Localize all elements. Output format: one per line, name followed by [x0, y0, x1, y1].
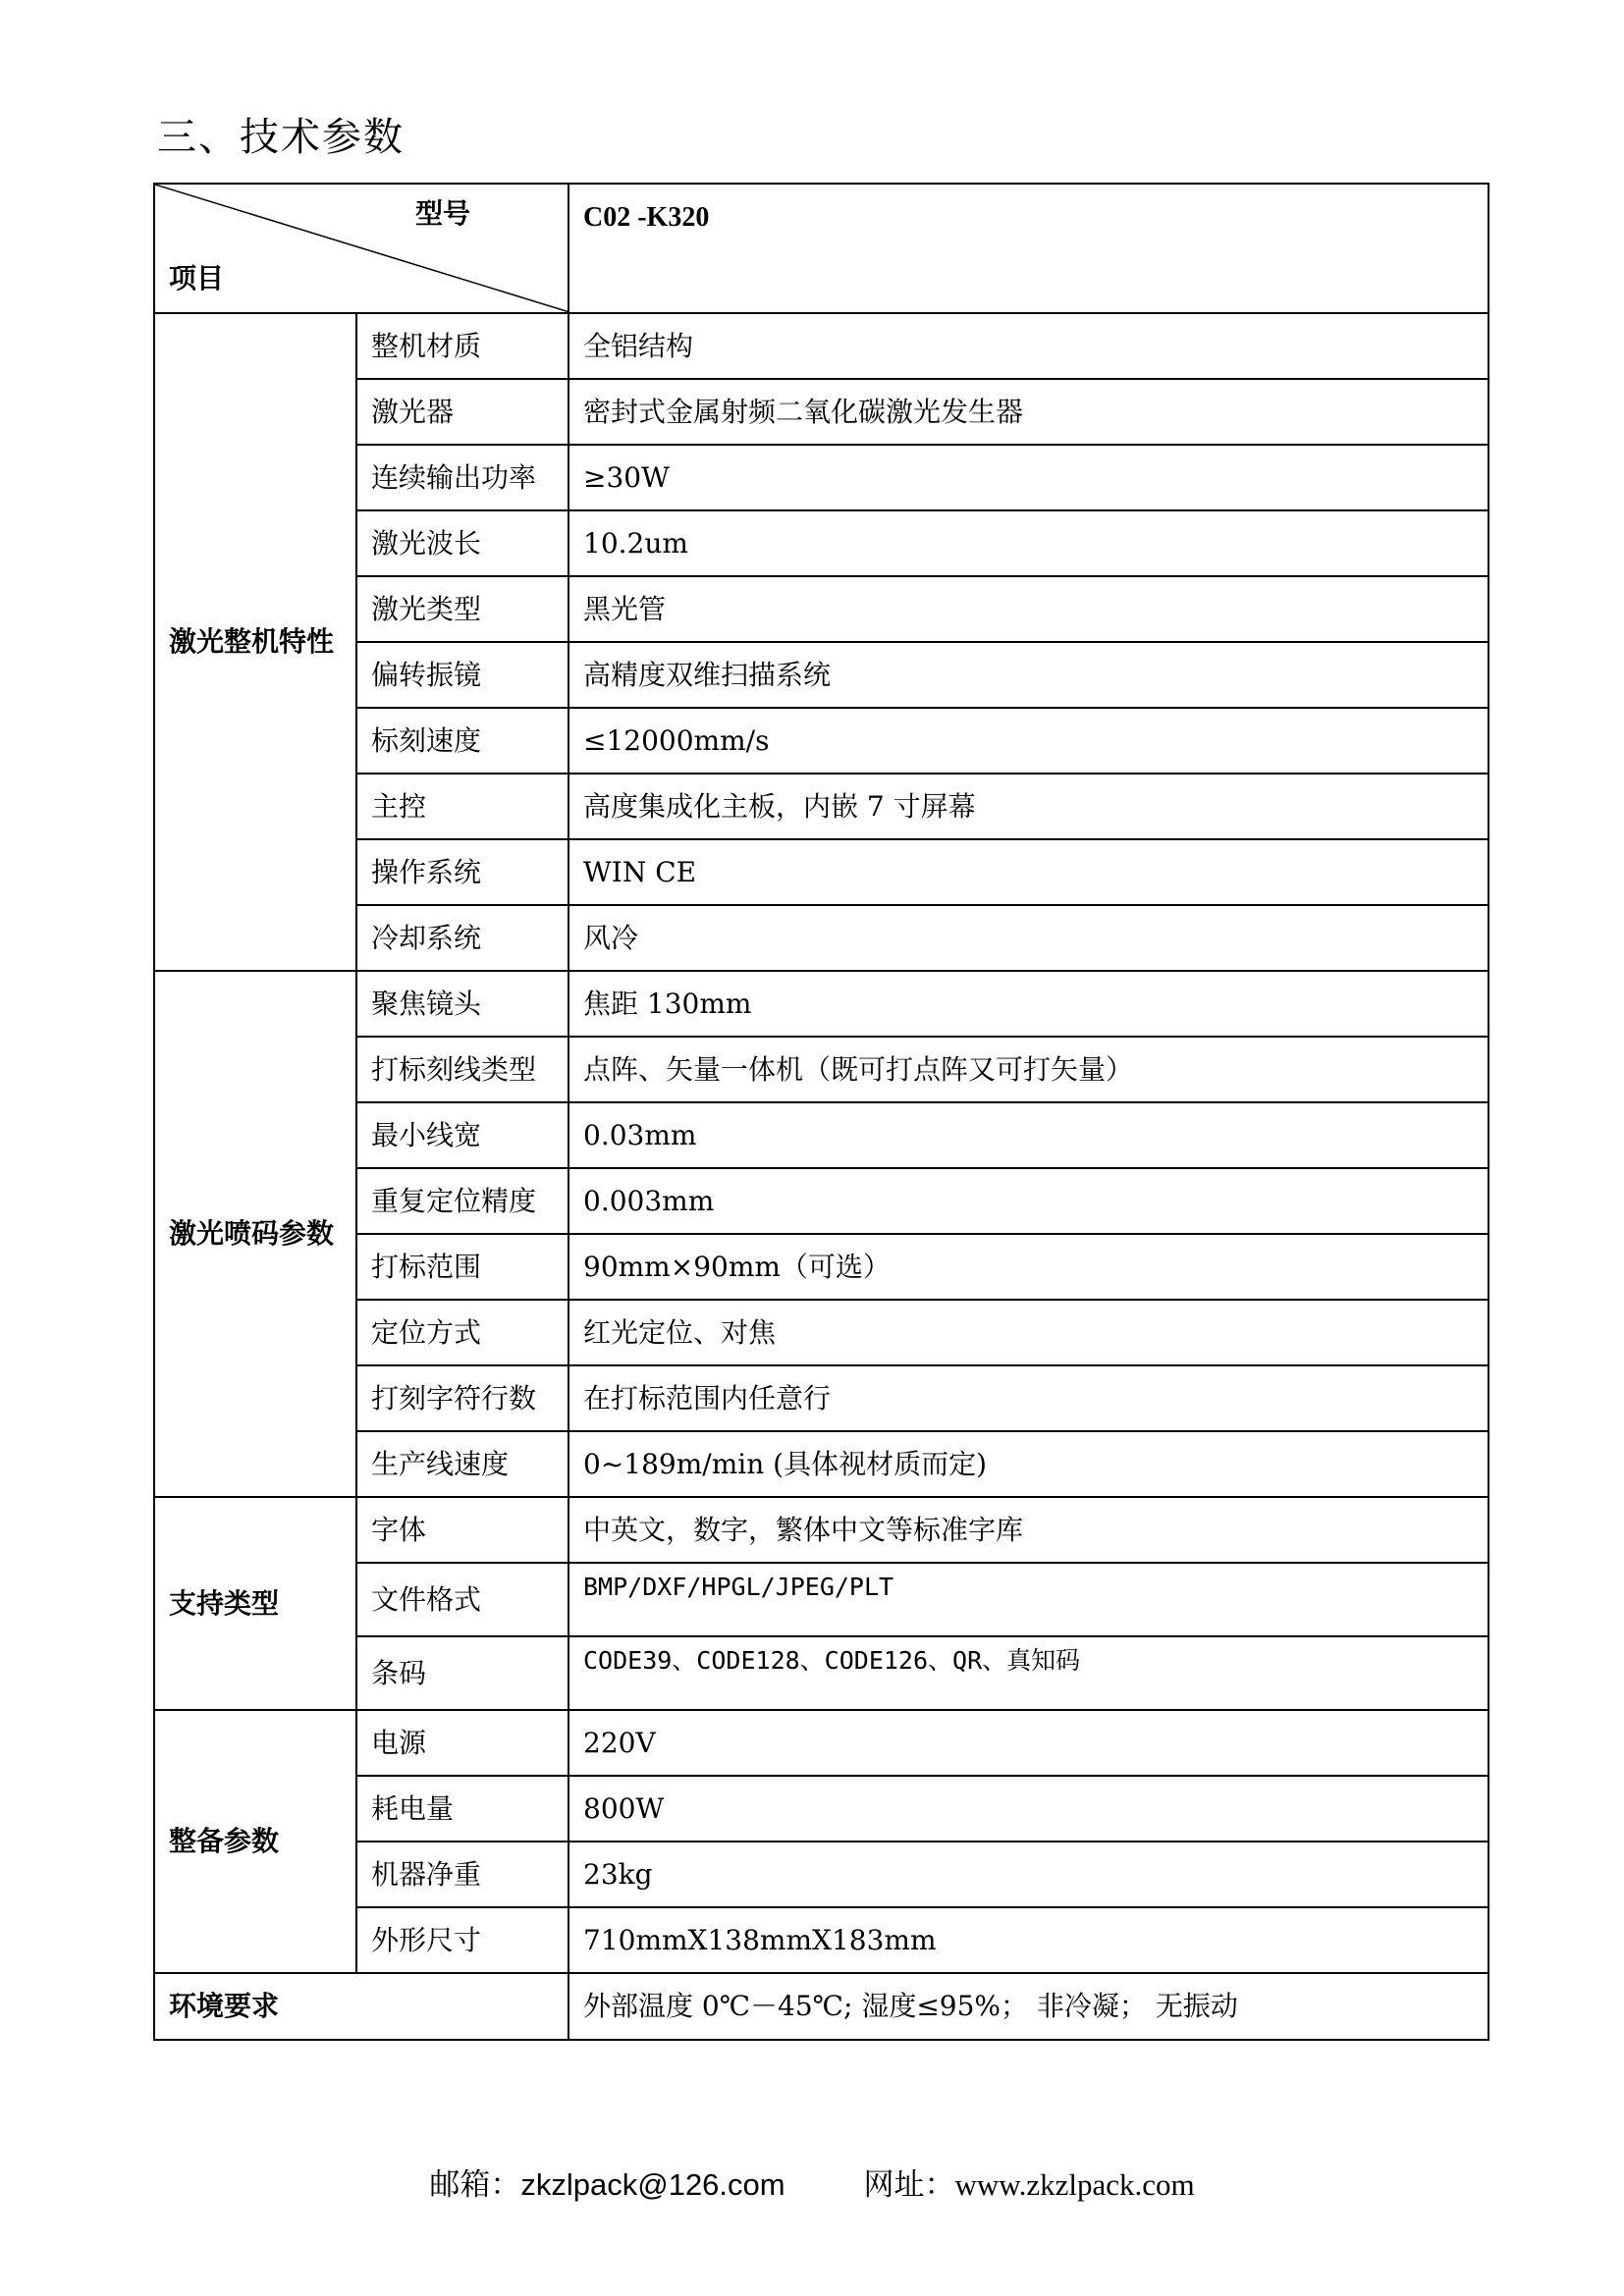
param-name: 文件格式	[356, 1563, 568, 1636]
param-name: 打标刻线类型	[356, 1037, 568, 1102]
param-value: 710mmX138mmX183mm	[568, 1907, 1489, 1973]
param-name: 打刻字符行数	[356, 1365, 568, 1431]
param-value: 点阵、矢量一体机（既可打点阵又可打矢量）	[568, 1037, 1489, 1102]
param-name: 整机材质	[356, 313, 568, 379]
param-value: 全铝结构	[568, 313, 1489, 379]
param-name: 最小线宽	[356, 1102, 568, 1168]
environment-value: 外部温度 0℃－45℃; 湿度≤95%； 非冷凝； 无振动	[568, 1973, 1489, 2040]
page-heading: 三、技术参数	[157, 115, 405, 160]
param-value: 高度集成化主板，内嵌 7 寸屏幕	[568, 774, 1489, 839]
param-name: 激光类型	[356, 576, 568, 642]
param-name: 激光器	[356, 379, 568, 445]
param-value: ≤12000mm/s	[568, 708, 1489, 774]
category-equipment-params: 整备参数	[154, 1710, 356, 1973]
param-name: 主控	[356, 774, 568, 839]
param-value: 220V	[568, 1710, 1489, 1776]
param-name: 条码	[356, 1636, 568, 1710]
category-laser-machine: 激光整机特性	[154, 313, 356, 971]
param-value: 10.2um	[568, 510, 1489, 576]
item-label: 项目	[169, 262, 225, 294]
param-name: 操作系统	[356, 839, 568, 905]
param-name: 外形尺寸	[356, 1907, 568, 1973]
param-name: 激光波长	[356, 510, 568, 576]
param-value: 中英文，数字，繁体中文等标准字库	[568, 1497, 1489, 1563]
param-name: 重复定位精度	[356, 1168, 568, 1234]
category-support-types: 支持类型	[154, 1497, 356, 1710]
param-value: 风冷	[568, 905, 1489, 971]
param-name: 聚焦镜头	[356, 971, 568, 1037]
param-name: 字体	[356, 1497, 568, 1563]
param-value: 23kg	[568, 1842, 1489, 1907]
param-name: 连续输出功率	[356, 445, 568, 510]
param-value: 高精度双维扫描系统	[568, 642, 1489, 708]
param-value: 90mm×90mm（可选）	[568, 1234, 1489, 1300]
param-name: 耗电量	[356, 1776, 568, 1842]
table-row	[154, 313, 1489, 379]
spec-table	[153, 183, 1489, 2041]
email-address: zkzlpack@126.com	[520, 2167, 785, 2202]
param-name: 电源	[356, 1710, 568, 1776]
param-name: 标刻速度	[356, 708, 568, 774]
param-value: 红光定位、对焦	[568, 1300, 1489, 1365]
param-value: BMP/DXF/HPGL/JPEG/PLT	[568, 1563, 1489, 1636]
website-label: 网址：	[863, 2167, 955, 2203]
website-address: www.zkzlpack.com	[954, 2167, 1195, 2202]
model-value: C02 -K320	[568, 184, 1489, 313]
environment-row	[154, 1973, 1489, 2040]
param-value: 0.03mm	[568, 1102, 1489, 1168]
diagonal-header-cell	[154, 184, 568, 313]
table-row	[154, 1710, 1489, 1776]
table-header-row	[154, 184, 1489, 313]
table-row	[154, 971, 1489, 1037]
param-value: WIN CE	[568, 839, 1489, 905]
param-value: 800W	[568, 1776, 1489, 1842]
param-name: 偏转振镜	[356, 642, 568, 708]
param-value: 焦距 130mm	[568, 971, 1489, 1037]
environment-label: 环境要求	[154, 1973, 568, 2040]
param-value: 密封式金属射频二氧化碳激光发生器	[568, 379, 1489, 445]
param-value: 0.003mm	[568, 1168, 1489, 1234]
category-coding-params: 激光喷码参数	[154, 971, 356, 1497]
model-label: 型号	[415, 197, 471, 230]
param-value: 在打标范围内任意行	[568, 1365, 1489, 1431]
param-name: 机器净重	[356, 1842, 568, 1907]
page-footer	[0, 2160, 1624, 2204]
param-name: 冷却系统	[356, 905, 568, 971]
table-row	[154, 1497, 1489, 1563]
param-name: 生产线速度	[356, 1431, 568, 1497]
param-name: 定位方式	[356, 1300, 568, 1365]
param-value: 黑光管	[568, 576, 1489, 642]
email-label: 邮箱：	[429, 2167, 521, 2203]
param-value: 0~189m/min (具体视材质而定)	[568, 1431, 1489, 1497]
param-name: 打标范围	[356, 1234, 568, 1300]
param-value: CODE39、CODE128、CODE126、QR、真知码	[568, 1636, 1489, 1710]
param-value: ≥30W	[568, 445, 1489, 510]
